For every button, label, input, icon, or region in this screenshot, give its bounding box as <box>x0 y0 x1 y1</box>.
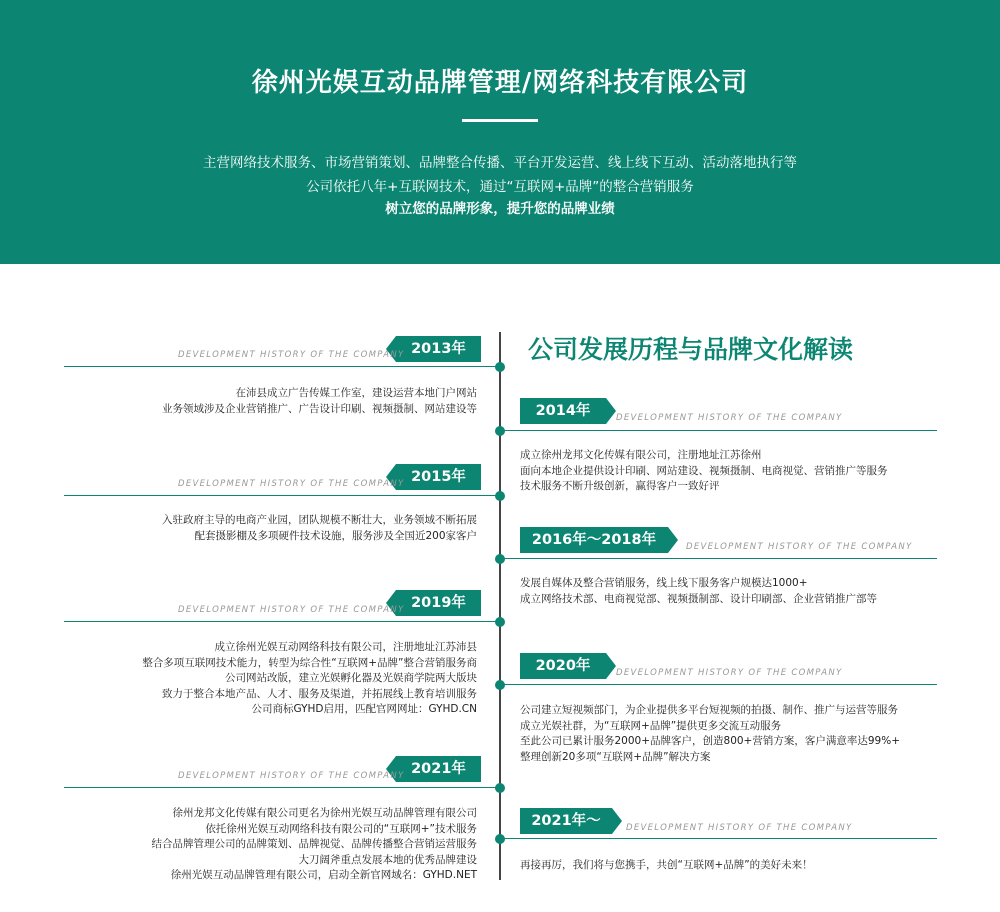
entry-subtitle: DEVELOPMENT HISTORY OF THE COMPANY <box>616 413 843 423</box>
entry-text-2021-onward: 再接再厉，我们将与您携手，共创“互联网+品牌”的美好未来！ <box>520 859 813 871</box>
entry-subtitle: DEVELOPMENT HISTORY OF THE COMPANY <box>616 668 843 678</box>
entry-text-2016-2018: 发展自媒体及整合营销服务，线上线下服务客户规模达1000+ 成立网络技术部、电商视觉部、视频摄制部、设计印刷部、企业营销推广部等 <box>520 577 877 605</box>
entry-divider <box>64 366 500 367</box>
entry-subtitle: DEVELOPMENT HISTORY OF THE COMPANY <box>178 479 405 489</box>
entry-text-2020: 公司建立短视频部门，为企业提供多平台短视频的拍摄、制作、推广与运营等服务 成立光娱社群，为“互联网+品牌”提供更多交流互动服务 至此公司已累计服务2000+品牌客户，创造800+营销方案，客户满意率达99%+ 整理创新20多项“互联网+品牌”解决方案 <box>520 704 900 763</box>
year-tag-2021: 2021年 <box>396 756 481 782</box>
timeline-dot <box>495 362 505 372</box>
timeline-dot <box>495 491 505 501</box>
section-title: 公司发展历程与品牌文化解读 <box>528 335 854 364</box>
year-tag-2013: 2013年 <box>396 336 481 362</box>
entry-subtitle: DEVELOPMENT HISTORY OF THE COMPANY <box>178 605 405 615</box>
entry-subtitle: DEVELOPMENT HISTORY OF THE COMPANY <box>686 542 913 552</box>
timeline-dot <box>495 617 505 627</box>
banner-services-line: 主营网络技术服务、市场营销策划、品牌整合传播、平台开发运营、线上线下互动、活动落地执行等 <box>203 155 797 171</box>
entry-divider <box>500 430 937 431</box>
entry-text-2015: 入驻政府主导的电商产业园，团队规模不断壮大，业务领域不断拓展 配套摄影棚及多项硬件技术设施，服务涉及全国近200家客户 <box>162 514 477 542</box>
entry-text-2013: 在沛县成立广告传媒工作室，建设运营本地门户网站 业务领域涉及企业营销推广、广告设计印刷、视频摄制、网站建设等 <box>162 387 477 415</box>
entry-text-2019: 成立徐州光娱互动网络科技有限公司，注册地址江苏沛县 整合多项互联网技术能力，转型为综合性“互联网+品牌”整合营销服务商 公司网站改版，建立光娱孵化器及光娱商学院两大版块 致力于整合本地产品、人才、服务及渠道，并拓展线上教育培训服务 公司商标GYHD启用，匹配官网网址：GYHD.CN <box>142 641 477 715</box>
year-tag-2016-2018: 2016年～2018年 <box>520 527 668 553</box>
year-tag-2020: 2020年 <box>520 653 606 679</box>
header-banner <box>0 0 1000 264</box>
timeline-axis <box>499 332 501 880</box>
entry-divider <box>500 684 937 685</box>
banner-tech-line: 公司依托八年+互联网技术，通过“互联网+品牌”的整合营销服务 <box>306 179 694 195</box>
entry-divider <box>64 787 500 788</box>
banner-slogan: 树立您的品牌形象，提升您的品牌业绩 <box>385 201 615 217</box>
title-underline <box>462 119 538 122</box>
year-tag-2019: 2019年 <box>396 590 481 616</box>
year-tag-2021-onward: 2021年～ <box>520 808 612 834</box>
year-tag-2015: 2015年 <box>396 464 481 490</box>
entry-divider <box>64 621 500 622</box>
company-title: 徐州光娱互动品牌管理/网络科技有限公司 <box>251 68 749 98</box>
entry-subtitle: DEVELOPMENT HISTORY OF THE COMPANY <box>626 823 853 833</box>
entry-text-2021: 徐州龙邦文化传媒有限公司更名为徐州光娱互动品牌管理有限公司 依托徐州光娱互动网络科技有限公司的“互联网+”技术服务 结合品牌管理公司的品牌策划、品牌视觉、品牌传播整合营销运营服务 大刀阔斧重点发展本地的优秀品牌建设 徐州光娱互动品牌管理有限公司，启动全新官网域名：GYHD.NET <box>151 807 477 881</box>
entry-subtitle: DEVELOPMENT HISTORY OF THE COMPANY <box>178 771 405 781</box>
entry-text-2014: 成立徐州龙邦文化传媒有限公司，注册地址江苏徐州 面向本地企业提供设计印刷、网站建设、视频摄制、电商视觉、营销推广等服务 技术服务不断升级创新，赢得客户一致好评 <box>520 449 888 492</box>
entry-divider <box>64 495 500 496</box>
timeline-dot <box>495 426 505 436</box>
timeline-dot <box>495 554 505 564</box>
entry-subtitle: DEVELOPMENT HISTORY OF THE COMPANY <box>178 350 405 360</box>
year-tag-2014: 2014年 <box>520 398 606 424</box>
entry-divider <box>500 838 937 839</box>
entry-divider <box>500 558 937 559</box>
timeline-dot <box>495 783 505 793</box>
timeline-dot <box>495 834 505 844</box>
timeline-dot <box>495 680 505 690</box>
